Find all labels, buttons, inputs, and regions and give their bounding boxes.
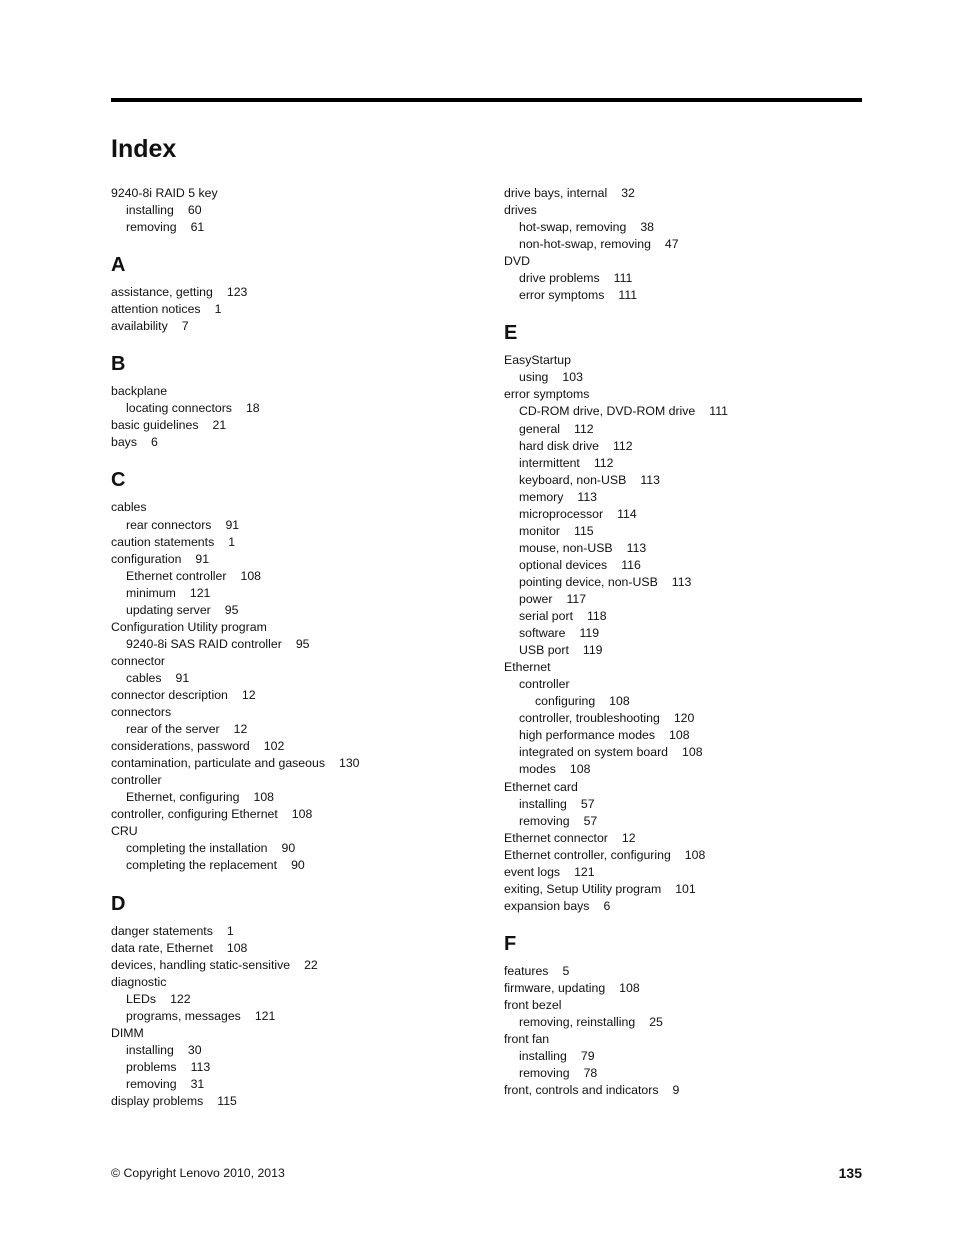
index-entry (111, 738, 481, 755)
entry-page-link[interactable]: 115 (217, 1093, 237, 1108)
entry-page-link[interactable]: 121 (189, 585, 211, 600)
index-entry (111, 383, 481, 400)
entry-term: installing (519, 796, 567, 811)
entry-term: problems (126, 1059, 177, 1074)
entry-page-link[interactable]: 95 (224, 602, 239, 617)
page-title: Index (111, 135, 177, 163)
index-subentry (111, 585, 481, 602)
entry-page-link[interactable]: 95 (295, 636, 310, 651)
index-subentry (504, 236, 874, 253)
entry-term: general (519, 421, 561, 436)
entry-term: configuring (535, 694, 596, 709)
index-subentry (504, 744, 874, 761)
entry-term: CD-ROM drive, DVD-ROM drive (519, 404, 696, 419)
entry-term: danger statements (111, 923, 213, 938)
entry-page-link[interactable]: 102 (263, 739, 285, 754)
entry-term: completing the installation (126, 841, 268, 856)
entry-term: removing (519, 1066, 570, 1081)
entry-page-link[interactable]: 1 (214, 302, 222, 317)
index-subentry (111, 1042, 481, 1059)
entry-term: installing (519, 1049, 567, 1064)
index-entry (504, 980, 874, 997)
entry-page-link[interactable]: 91 (175, 670, 190, 685)
entry-term: Ethernet card (504, 779, 578, 794)
entry-term: cables (111, 500, 147, 515)
entry-page-link[interactable]: 113 (626, 540, 647, 555)
entry-term: caution statements (111, 534, 215, 549)
index-subentry (111, 602, 481, 619)
index-entry (504, 881, 874, 898)
index-entry (504, 253, 874, 270)
index-entry (504, 963, 874, 980)
entry-term: firmware, updating (504, 980, 606, 995)
entry-term: drive problems (519, 271, 600, 286)
entry-term: features (504, 963, 549, 978)
entry-page-link[interactable]: 113 (577, 489, 598, 504)
index-subentry (111, 1059, 481, 1076)
entry-term: DIMM (111, 1025, 144, 1040)
entry-term: removing (126, 1076, 177, 1091)
section-letter: D (111, 892, 126, 915)
index-subentry (111, 991, 481, 1008)
entry-term: bays (111, 435, 137, 450)
index-subentry (504, 813, 874, 830)
section-letter: B (111, 353, 126, 376)
entry-term: minimum (126, 585, 176, 600)
index-subentry (504, 523, 874, 540)
index-subentry (504, 710, 874, 727)
index-subentry (504, 421, 874, 438)
index-entry (111, 417, 481, 434)
entry-term: modes (519, 762, 556, 777)
entry-term: connectors (111, 705, 172, 720)
index-subentry (504, 287, 874, 304)
index-entry (111, 923, 481, 940)
index-subentry (111, 789, 481, 806)
index-entry (504, 1031, 874, 1048)
entry-term: microprocessor (519, 506, 604, 521)
entry-term: attention notices (111, 302, 201, 317)
entry-page-link[interactable]: 9 (672, 1083, 680, 1098)
index-entry (111, 619, 481, 636)
index-subentry (111, 400, 481, 417)
index-entry (504, 830, 874, 847)
index-entry (504, 352, 874, 369)
index-subentry (111, 840, 481, 857)
entry-term: Ethernet controller, configuring (504, 847, 671, 862)
index-subentry (111, 202, 481, 219)
page-number: 135 (838, 1165, 862, 1181)
entry-page-link[interactable]: 116 (621, 557, 641, 572)
entry-term: optional devices (519, 557, 608, 572)
entry-term: Ethernet (504, 660, 551, 675)
entry-page-link[interactable]: 31 (190, 1076, 205, 1091)
entry-page-link[interactable]: 90 (281, 841, 296, 856)
entry-page-link[interactable]: 108 (253, 790, 275, 805)
entry-term: Ethernet controller (126, 568, 227, 583)
index-entry (504, 997, 874, 1014)
index-entry (111, 1093, 481, 1110)
entry-page-link[interactable]: 115 (574, 523, 594, 538)
entry-page-link[interactable]: 38 (640, 220, 654, 235)
index-entry (111, 301, 481, 318)
section-letter: E (504, 322, 518, 345)
index-column-left (111, 185, 481, 1110)
entry-term: programs, messages (126, 1008, 241, 1023)
entry-term: front, controls and indicators (504, 1083, 659, 1098)
index-subentry (504, 574, 874, 591)
entry-term: controller (111, 773, 162, 788)
index-entry (111, 434, 481, 451)
top-rule (111, 98, 862, 102)
index-subentry (504, 693, 874, 710)
entry-page-link[interactable]: 12 (241, 687, 256, 702)
entry-term: backplane (111, 384, 168, 399)
index-subentry (504, 642, 874, 659)
entry-term: display problems (111, 1093, 204, 1108)
index-subentry (111, 670, 481, 687)
index-entry (504, 1082, 874, 1099)
entry-term: controller (519, 677, 570, 692)
entry-page-link[interactable]: 61 (190, 220, 205, 235)
entry-term: installing (126, 203, 174, 218)
entry-term: hard disk drive (519, 438, 599, 453)
index-subentry (504, 219, 874, 236)
index-entry (504, 864, 874, 881)
entry-term: Ethernet, configuring (126, 790, 240, 805)
index-subentry (504, 625, 874, 642)
entry-term: rear of the server (126, 722, 220, 737)
index-subentry (504, 591, 874, 608)
entry-term: controller, configuring Ethernet (111, 807, 278, 822)
entry-term: non-hot-swap, removing (519, 237, 651, 252)
entry-term: assistance, getting (111, 285, 213, 300)
index-entry (111, 755, 481, 772)
entry-term: Configuration Utility program (111, 619, 267, 634)
entry-page-link[interactable]: 121 (254, 1008, 276, 1023)
index-subentry (504, 1014, 874, 1031)
entry-term: DVD (504, 254, 530, 269)
index-entry (111, 974, 481, 991)
entry-page-link[interactable]: 91 (225, 517, 240, 532)
entry-page-link[interactable]: 108 (240, 568, 262, 583)
entry-page-link[interactable]: 130 (338, 756, 360, 771)
index-entry (504, 847, 874, 864)
entry-page-link[interactable]: 123 (226, 285, 248, 300)
entry-term: locating connectors (126, 401, 232, 416)
entry-term: exiting, Setup Utility program (504, 881, 662, 896)
entry-term: integrated on system board (519, 745, 669, 760)
entry-term: basic guidelines (111, 418, 199, 433)
index-subentry (504, 455, 874, 472)
index-entry (111, 772, 481, 789)
section-letter: F (504, 932, 517, 955)
entry-page-link[interactable]: 119 (579, 626, 600, 641)
entry-page-link[interactable]: 117 (566, 591, 587, 606)
entry-page-link[interactable]: 108 (684, 847, 706, 862)
index-subentry (504, 676, 874, 693)
entry-page-link[interactable]: 1 (226, 923, 234, 938)
entry-term: error symptoms (519, 288, 605, 303)
entry-page-link[interactable]: 47 (664, 237, 679, 252)
entry-page-link[interactable]: 108 (569, 762, 591, 777)
entry-page-link[interactable]: 114 (617, 506, 637, 521)
entry-page-link[interactable]: 1 (228, 534, 236, 549)
index-entry (504, 386, 874, 403)
entry-term: cables (126, 670, 162, 685)
entry-term: CRU (111, 824, 138, 839)
index-subentry (504, 403, 874, 420)
index-entry (111, 823, 481, 840)
entry-term: monitor (519, 523, 561, 538)
index-subentry (504, 472, 874, 489)
entry-term: intermittent (519, 455, 580, 470)
index-column-right (504, 185, 874, 1099)
entry-page-link[interactable]: 108 (226, 940, 248, 955)
entry-term: Ethernet connector (504, 830, 608, 845)
index-subentry (111, 857, 481, 874)
entry-term: availability (111, 319, 168, 334)
entry-page-link[interactable]: 7 (181, 319, 189, 334)
copyright-notice: © Copyright Lenovo 2010, 2013 (111, 1166, 285, 1180)
entry-term: completing the replacement (126, 858, 278, 873)
entry-page-link[interactable]: 121 (574, 864, 595, 879)
entry-term: connector description (111, 687, 228, 702)
entry-term: contamination, particulate and gaseous (111, 756, 325, 771)
entry-term: 9240-8i SAS RAID controller (126, 636, 282, 651)
index-subentry (504, 608, 874, 625)
index-entry (111, 185, 481, 202)
index-entry (504, 898, 874, 915)
entry-term: using (519, 370, 549, 385)
entry-term: serial port (519, 609, 573, 624)
entry-page-link[interactable]: 78 (583, 1066, 598, 1081)
index-subentry (111, 1008, 481, 1025)
entry-page-link[interactable]: 57 (583, 813, 598, 828)
index-subentry (504, 506, 874, 523)
entry-term: high performance modes (519, 728, 656, 743)
entry-term: expansion bays (504, 898, 590, 913)
entry-term: EasyStartup (504, 353, 571, 368)
index-entry (111, 940, 481, 957)
entry-term: event logs (504, 864, 561, 879)
index-subentry (111, 1076, 481, 1093)
entry-term: LEDs (126, 991, 157, 1006)
entry-page-link[interactable]: 103 (562, 370, 583, 385)
entry-page-link[interactable]: 118 (587, 609, 607, 624)
index-subentry (111, 568, 481, 585)
entry-page-link[interactable]: 91 (195, 551, 210, 566)
entry-term: mouse, non-USB (519, 540, 613, 555)
index-entry (111, 806, 481, 823)
entry-page-link[interactable]: 112 (593, 455, 614, 470)
entry-term: removing (126, 220, 177, 235)
entry-page-link[interactable]: 108 (291, 807, 313, 822)
index-subentry (504, 557, 874, 574)
entry-term: connector (111, 653, 166, 668)
index-subentry (504, 369, 874, 386)
entry-page-link[interactable]: 90 (291, 858, 305, 873)
index-subentry (111, 636, 481, 653)
index-entry (504, 185, 874, 202)
section-letter: A (111, 254, 126, 277)
entry-term: drive bays, internal (504, 186, 608, 200)
entry-page-link[interactable]: 122 (170, 991, 191, 1006)
index-entry (504, 779, 874, 796)
index-subentry (504, 727, 874, 744)
entry-term: considerations, password (111, 739, 250, 754)
entry-page-link[interactable]: 113 (671, 574, 692, 589)
index-subentry (504, 1065, 874, 1082)
entry-term: configuration (111, 551, 182, 566)
entry-page-link[interactable]: 113 (190, 1059, 211, 1074)
entry-page-link[interactable]: 111 (709, 404, 728, 419)
entry-page-link[interactable]: 12 (233, 722, 248, 737)
entry-term: hot-swap, removing (519, 220, 627, 235)
entry-page-link[interactable]: 108 (619, 980, 640, 995)
entry-page-link[interactable]: 101 (675, 881, 696, 896)
entry-page-link[interactable]: 108 (682, 745, 703, 760)
section-letter: C (111, 469, 126, 492)
entry-page-link[interactable]: 6 (603, 898, 611, 913)
index-entry (504, 659, 874, 676)
entry-term: front bezel (504, 997, 562, 1012)
entry-page-link[interactable]: 12 (621, 830, 636, 845)
index-subentry (504, 796, 874, 813)
entry-page-link[interactable]: 21 (212, 418, 227, 433)
entry-page-link[interactable]: 120 (673, 711, 695, 726)
entry-term: pointing device, non-USB (519, 574, 658, 589)
index-subentry (504, 1048, 874, 1065)
index-entry (111, 957, 481, 974)
entry-term: rear connectors (126, 517, 212, 532)
index-subentry (111, 721, 481, 738)
entry-term: USB port (519, 643, 569, 658)
index-entry (111, 284, 481, 301)
entry-page-link[interactable]: 108 (669, 728, 690, 743)
entry-term: front fan (504, 1032, 550, 1047)
index-subentry (111, 219, 481, 236)
entry-term: error symptoms (504, 387, 590, 402)
entry-page-link[interactable]: 18 (245, 401, 260, 416)
index-subentry (504, 761, 874, 778)
entry-term: drives (504, 203, 537, 218)
entry-page-link[interactable]: 30 (187, 1042, 202, 1057)
entry-page-link[interactable]: 6 (150, 435, 158, 450)
entry-page-link[interactable]: 22 (304, 957, 318, 972)
entry-term: data rate, Ethernet (111, 940, 213, 955)
entry-page-link[interactable]: 112 (612, 438, 633, 453)
entry-page-link[interactable]: 25 (649, 1015, 663, 1030)
entry-term: diagnostic (111, 974, 167, 989)
entry-term: memory (519, 489, 564, 504)
entry-page-link[interactable]: 108 (609, 694, 630, 709)
entry-term: software (519, 626, 566, 641)
entry-page-link[interactable]: 111 (613, 271, 633, 286)
entry-term: removing, reinstalling (519, 1015, 636, 1030)
index-entry (111, 318, 481, 335)
entry-term: installing (126, 1042, 174, 1057)
index-subentry (111, 517, 481, 534)
entry-term: power (519, 591, 553, 606)
entry-term: keyboard, non-USB (519, 472, 627, 487)
entry-term: updating server (126, 602, 211, 617)
index-subentry (504, 438, 874, 455)
index-entry (111, 534, 481, 551)
entry-term: removing (519, 813, 570, 828)
entry-term: controller, troubleshooting (519, 711, 660, 726)
index-entry (111, 704, 481, 721)
index-subentry (504, 489, 874, 506)
entry-page-link[interactable]: 119 (582, 643, 603, 658)
index-entry (111, 687, 481, 704)
entry-page-link[interactable]: 111 (618, 288, 638, 303)
entry-page-link[interactable]: 79 (580, 1049, 595, 1064)
entry-page-link[interactable]: 57 (580, 796, 595, 811)
index-entry (111, 499, 481, 516)
entry-page-link[interactable]: 5 (562, 963, 570, 978)
entry-page-link[interactable]: 60 (187, 203, 202, 218)
entry-page-link[interactable]: 113 (640, 472, 660, 487)
index-subentry (504, 270, 874, 287)
entry-page-link[interactable]: 112 (574, 421, 594, 436)
index-entry (111, 653, 481, 670)
index-subentry (504, 540, 874, 557)
entry-page-link[interactable]: 32 (621, 186, 635, 200)
index-entry (111, 1025, 481, 1042)
entry-term: devices, handling static-sensitive (111, 957, 291, 972)
index-entry (111, 551, 481, 568)
entry-term: 9240-8i RAID 5 key (111, 186, 218, 200)
index-entry (504, 202, 874, 219)
